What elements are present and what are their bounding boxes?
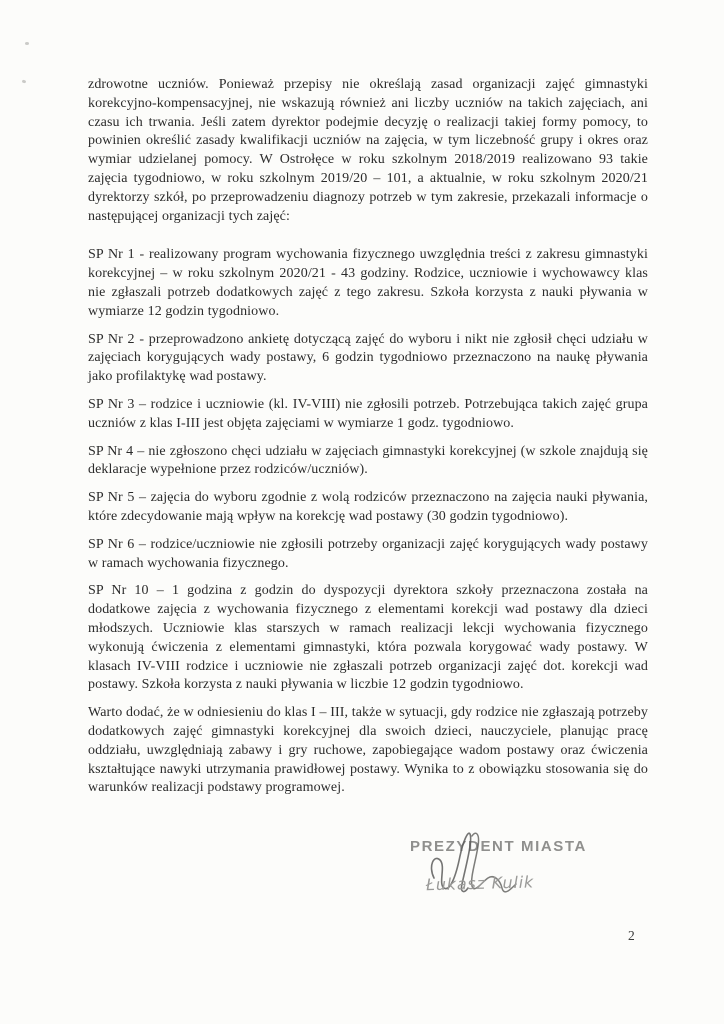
page-number: 2 bbox=[628, 928, 635, 943]
scan-speck bbox=[25, 42, 29, 45]
paragraph-sp4: SP Nr 4 – nie zgłoszono chęci udziału w zajęciach gimnastyki korekcyjnej (w szkole znajdują się deklaracje wypełnione przez rodziców/uczniów). bbox=[88, 443, 648, 478]
scan-speck bbox=[22, 79, 27, 83]
paragraph-sp2: SP Nr 2 - przeprowadzono ankietę dotyczącą zajęć do wyboru i nikt nie zgłosił chęci udziału w zajęciach korygujących wady postawy, 6 godzin tygodniowo przeznaczono na naukę pływania jako profilaktykę wad postawy. bbox=[88, 331, 648, 385]
paragraph-intro: zdrowotne uczniów. Ponieważ przepisy nie określają zasad organizacji zajęć gimnastyki korekcyjno-kompensacyjnej, nie wskazują również ani liczby uczniów na takich zajęciach, ani czasu ich trwania. Jeśli zatem dyrektor podejmie decyzję o realizacji takiej formy pomocy, to powinien określić zasady kwalifikacji uczniów na zajęcia, w tym liczebność grupy i okres oraz wymiar udzielanej pomocy. W Ostrołęce w roku szkolnym 2018/2019 realizowano 93 takie zajęcia tygodniowo, w roku szkolnym 2019/20 – 101, a aktualnie, w roku szkolnym 2020/21 dyrektorzy szkół, po przeprowadzeniu diagnozy potrzeb w tym zakresie, przekazali informacje o następującej organizacji tych zajęć: bbox=[88, 77, 648, 224]
signature-title: PREZYDENT MIASTA bbox=[410, 838, 587, 855]
document-body bbox=[88, 76, 648, 807]
signature-block bbox=[398, 838, 598, 895]
paragraph-sp6: SP Nr 6 – rodzice/uczniowie nie zgłosili potrzeby organizacji zajęć korygujących wady postawy w ramach wychowania fizycznego. bbox=[88, 536, 648, 571]
paragraph-sp1: SP Nr 1 - realizowany program wychowania fizycznego uwzględnia treści z zakresu gimnastyki korekcyjnej – w roku szkolnym 2020/21 - 43 godziny. Rodzice, uczniowie i wychowawcy klas nie zgłaszali potrzeb dodatkowych zajęć z tego zakresu. Szkoła korzysta z nauki pływania w wymiarze 12 godzin tygodniowo. bbox=[88, 247, 648, 319]
signature-name: Łukasz Kulik bbox=[425, 872, 535, 895]
paragraph-sp10: SP Nr 10 – 1 godzina z godzin do dyspozycji dyrektora szkoły przeznaczona została na dodatkowe zajęcia z wychowania fizycznego z elementami korekcji wad postawy dla dzieci młodszych. Uczniowie klas starszych w ramach realizacji lekcji wychowania fizycznego wykonują ćwiczenia z elementami gimnastyki, która pozwala korygować wady postawy. W klasach IV-VIII rodzice i uczniowie nie zgłaszali potrzeb organizacji zajęć dot. korekcji wad postawy. Szkoła korzysta z nauki pływania w liczbie 12 godzin tygodniowo. bbox=[88, 583, 648, 693]
paragraph-sp3: SP Nr 3 – rodzice i uczniowie (kl. IV-VIII) nie zgłosili potrzeb. Potrzebująca takich zajęć grupa uczniów z klas I-III jest objęta zajęciami w wymiarze 1 godz. tygodniowo. bbox=[88, 396, 648, 431]
paragraph-closing: Warto dodać, że w odniesieniu do klas I – III, także w sytuacji, gdy rodzice nie zgłaszają potrzeby dodatkowych zajęć gimnastyki korekcyjnej dla swoich dzieci, nauczyciele, planując pracę oddziału, uwzględniają zabawy i gry ruchowe, zapobiegające wadom postawy oraz ćwiczenia kształtujące nawyki utrzymania prawidłowej postawy. Wynika to z obowiązku stosowania się do warunków realizacji podstawy programowej. bbox=[88, 705, 648, 796]
paragraph-sp5: SP Nr 5 – zajęcia do wyboru zgodnie z wolą rodziców przeznaczono na zajęcia nauki pływania, które zdecydowanie mają wpływ na korekcję wad postawy (30 godzin tygodniowo). bbox=[88, 490, 648, 524]
